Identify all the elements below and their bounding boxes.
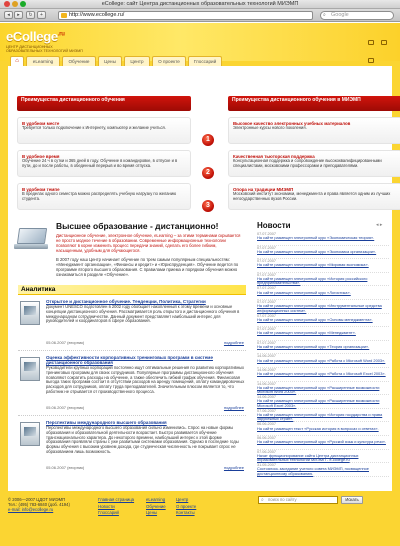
article-more-link[interactable]: подробнее <box>223 340 244 345</box>
site-search-placeholder: поиск по сайту <box>268 497 297 502</box>
news-date: 31.05.2007 <box>257 463 277 468</box>
news-date: 07.07.2007 <box>257 272 277 277</box>
advantage-item <box>228 117 400 144</box>
news-date: 07.06.2007 <box>257 449 277 454</box>
tab-prices[interactable]: Цены <box>98 56 122 66</box>
advantage-title: В удобном темпе <box>22 187 60 192</box>
favicon-icon <box>61 13 67 18</box>
advantage-item <box>17 183 191 210</box>
analytics-heading: Аналитика <box>18 285 246 295</box>
tab-glossary[interactable]: Глоссарий <box>188 56 222 66</box>
search-icon: ⌕ <box>323 12 326 18</box>
article-more-link[interactable]: подробнее <box>223 465 244 470</box>
news-item <box>257 286 389 300</box>
news-date: 07.07.2007 <box>257 327 277 332</box>
tab-education[interactable]: Обучение <box>62 56 96 66</box>
tab-home[interactable]: ⌂ <box>10 56 24 66</box>
intro-lead: Дистанционное обучение, электронное обучение, eLearning – за этими терминами скрывается не просто модное течение в образовании. Современные информационные технологии позволяют в корне изменить процесс передачи знаний, сделать его более гибким, насыщенным, удобным для обучающегося. <box>56 233 241 253</box>
footer-link[interactable]: Центр <box>176 497 189 502</box>
footer-link[interactable]: Глоссарий <box>98 510 119 516</box>
news-link[interactable]: На сайте размещен электронный курс «История российского предпринимательства». <box>257 275 368 286</box>
advantage-item <box>17 117 191 144</box>
news-item <box>257 273 389 287</box>
add-bookmark-icon[interactable]: + <box>37 11 46 19</box>
news-link[interactable]: На сайте размещен электронный курс «Расширенные возможности Microsoft Excel 2003». <box>257 398 380 408</box>
article-text: Руководители крупных корпораций постоянно ищут оптимальные решения по развитию корпоративных тренинговых программ для своих сотрудников. Популярные программы дистанционного обучения позволяют сократить расходы на обучение, а также обеспечить гибкий график обучения. Финансовая выгода таких программ состоит в отсутствии расходов на аренду помещений, оплату командировочных расходов для сотрудников, оплату труда преподавателей. Значительным плюсом является то, что работник не отрывается от производственного процесса. <box>46 365 245 394</box>
advantage-text: Московский институт экономики, менеджмента и права является одним из лучших негосударственных вузов России. <box>233 191 391 201</box>
news-link[interactable]: На сайте размещен электронный курс «Мировая экономика». <box>257 262 369 268</box>
advantage-item <box>228 183 400 210</box>
number-badge-1: 1 <box>202 134 214 146</box>
article-text: Перспективы международного высшего образования сильно изменились. Спрос на новые формы образования и образовательной деятельности возрастает. Быстро развивается обучение транснационального характера. До некоторого времени, наибольший интерес к этой форме образования проявляли страны с уже развитыми системами образования. Однако в последние годы формы обучения с высоким уровнем дохода, где студенческая численность не покрывает спрос не образованием лишь возможность. <box>46 425 239 454</box>
advantage-title: Опора на традиции МИЭМП <box>233 187 294 192</box>
mail-icon[interactable] <box>381 40 387 45</box>
news-heading: Новости <box>257 221 291 230</box>
back-icon[interactable]: ◂ <box>4 11 13 19</box>
news-date: 07.07.2007 <box>257 313 277 318</box>
window-title: eCollege: сайт Центра дистанционных образовательных технологий МИЭМП <box>101 1 299 7</box>
news-date: 14.06.2007 <box>257 354 277 359</box>
article-item <box>18 299 246 349</box>
advantage-title: Качественная тьюторская поддержка <box>233 154 315 159</box>
news-date: 07.07.2007 <box>257 299 277 304</box>
article-date: 05.06.2007 (вторник) <box>46 405 85 410</box>
news-item <box>257 436 389 450</box>
news-link[interactable]: На сайте размещен электронный курс «Работа с Microsoft Excel 2003». <box>257 371 386 377</box>
news-date: 14.06.2007 <box>257 395 277 400</box>
news-link[interactable]: На сайте размещен электронный курс «Основы менеджмента». <box>257 316 373 322</box>
address-bar[interactable] <box>58 11 313 20</box>
reload-icon[interactable]: ↻ <box>26 11 35 19</box>
article-more-link[interactable]: подробнее <box>223 405 244 410</box>
news-date: 07.07.2007 <box>257 286 277 291</box>
footer-link[interactable]: Обучение <box>146 503 166 509</box>
number-badge-3: 3 <box>202 200 214 212</box>
advantages-left <box>17 96 191 210</box>
news-link[interactable]: На сайте размещен электронный курс «Инструментальные средства информационных систем». <box>257 303 382 313</box>
article-title-link[interactable]: Открытое и дистанционное обучение. Тенденции, Политика, Стратегии <box>46 299 206 304</box>
advantage-text: Электронные курсы нового поколения. <box>233 125 307 130</box>
news-link[interactable]: На сайте размещен электронный курс «Экономическая теория». <box>257 235 375 241</box>
forward-icon[interactable]: ▸ <box>14 11 23 19</box>
news-link[interactable]: На сайте размещен электронный курс «Экономика организации». <box>257 248 377 254</box>
footer-email-link[interactable]: e-mail: info@ecollege.ru <box>8 507 54 513</box>
advantage-item <box>17 150 191 177</box>
news-item <box>257 314 389 328</box>
footer-links-col3 <box>176 497 196 517</box>
news-date: 14.06.2007 <box>257 381 277 386</box>
page <box>0 23 400 546</box>
article-item <box>18 355 246 413</box>
footer-phone: Тел.: (495) 783-6840 (доб. 4194) <box>8 502 70 508</box>
news-item <box>257 327 389 341</box>
news-item <box>257 463 389 477</box>
footer-link[interactable]: Цены <box>146 510 158 516</box>
intro-body: В 2007 году наш Центр начинает обучение по трем самым популярным специальностям: «Менеджмент организации», «Финансы и кредит» и «Юриспруденция». Обучение ведется по программе второго высшего образования. С правилами приема и порядком обучения можно ознакомиться в разделе «Обучение». <box>56 257 239 277</box>
site-footer <box>0 491 400 546</box>
news-link[interactable]: На сайте размещен электронный курс «Расширенные возможности Microsoft Word 2003». <box>257 384 380 395</box>
news-link[interactable]: На сайте размещен электронный курс «Теория организации». <box>257 343 370 349</box>
logo-tld: .ru <box>57 31 65 38</box>
footer-links-col2 <box>146 497 166 517</box>
title-bar <box>0 0 400 9</box>
article-title-link[interactable]: Перспективы международного высшего образования <box>46 420 167 425</box>
news-item <box>257 422 389 436</box>
news-item <box>257 246 389 260</box>
news-link[interactable]: На сайте размещен текст «Русская история в вопросах и ответах». <box>257 425 379 431</box>
news-date: 06.06.2007 <box>257 435 277 440</box>
news-item <box>257 259 389 273</box>
news-link[interactable]: Начат функционирование сайта Центра дистанционных образовательных технологий МИЭМП - e-college.ru <box>257 452 359 463</box>
divider <box>18 350 246 351</box>
news-item <box>257 368 389 382</box>
news-item <box>257 354 389 368</box>
news-list <box>257 232 389 477</box>
news-link[interactable]: Состоялось заседание ученого совета МИЭМП, посвященное дистанционному образованию. <box>257 466 369 476</box>
site-search-button[interactable]: Искать <box>341 496 363 504</box>
content-area <box>8 66 392 534</box>
article-item <box>18 420 246 476</box>
page-title: Высшее образование - дистанционно! <box>56 221 219 231</box>
news-date: 07.07.2007 <box>257 245 277 250</box>
tab-elearning[interactable]: eLearning <box>26 56 60 66</box>
news-date: 07.06.2007 <box>257 408 277 413</box>
advantages-left-title: Преимущества дистанционного обучения <box>17 96 191 111</box>
news-date: 06.06.2007 <box>257 422 277 427</box>
news-item <box>257 409 389 423</box>
footer-link[interactable]: О проекте <box>176 503 197 509</box>
header-icons <box>365 32 400 68</box>
footer-link[interactable]: Контакты <box>176 510 195 516</box>
footer-links-col1 <box>98 497 134 517</box>
browser-toolbar <box>0 9 400 22</box>
article-text: Документ UNESCO подготовлен в 2002 году обобщает накопленный к этому времени и основные концепции дистанционного обучения. Рассматривается роль открытого и дистанционного обучения в международном сотрудничестве. Данный документ представляет наибольший интерес для руководителей и координаторов в сфере образования. <box>46 304 240 324</box>
news-item <box>257 341 389 355</box>
browser-search-input[interactable] <box>320 11 394 20</box>
news-link[interactable]: На сайте размещен электронный курс «Менеджмент». <box>257 330 356 336</box>
advantage-text: Обучение 24 ч в сутки и 365 дней в году. Обучение в командировке, в отпуске и в пути, до и после работы, в обеденный перерыв и во время отпуска. <box>22 158 178 168</box>
home-icon[interactable] <box>368 40 374 45</box>
news-arrows-icon[interactable]: ◂ ▸ <box>376 222 383 228</box>
logo-text: eCollege <box>6 29 58 44</box>
article-thumbnail[interactable] <box>20 301 40 325</box>
laptop-base-icon <box>14 244 48 249</box>
footer-link[interactable]: Главная страница <box>98 497 135 502</box>
advantage-text: Консультационная поддержка и сопровождение высококвалифицированными специалистами, московскими профессорами и преподавателями. <box>233 158 382 168</box>
laptop-screen-icon <box>17 228 47 244</box>
footer-copyright: © 2006—2007 ЦДОТ МИЭМП <box>8 497 66 502</box>
site-search-input[interactable] <box>258 496 338 504</box>
news-item <box>257 395 389 409</box>
tab-about[interactable]: О проекте <box>152 56 186 66</box>
sitemap-icon[interactable] <box>368 58 374 63</box>
article-thumbnail[interactable] <box>20 357 40 381</box>
address-text: http://www.ecollege.ru/ <box>69 12 125 18</box>
news-link[interactable]: На сайте размещен электронный курс «Работа с Microsoft Word 2003». <box>257 357 386 363</box>
article-date: 05.06.2007 (вторник) <box>46 465 85 470</box>
advantage-text: В пределах одного семестра можно распределять учебную нагрузку по желанию студента. <box>22 191 177 201</box>
advantage-item <box>228 150 400 177</box>
footer-link[interactable]: eLearning <box>146 497 166 502</box>
news-item <box>257 382 389 396</box>
news-item <box>257 232 389 246</box>
laptop-image <box>14 228 50 254</box>
footer-contacts <box>8 497 70 513</box>
footer-link[interactable]: Новости <box>98 503 115 509</box>
advantages-right <box>228 96 400 210</box>
advantage-text: Требуется только подключение к Интернету, компьютер и желание учиться. <box>22 125 166 130</box>
article-thumbnail[interactable] <box>20 422 40 446</box>
news-item <box>257 300 389 314</box>
news-date: 07.07.2007 <box>257 232 277 236</box>
news-date: 07.07.2007 <box>257 340 277 345</box>
news-date: 07.07.2007 <box>257 259 277 264</box>
site-tagline: ЦЕНТР ДИСТАНЦИОННЫХ ОБРАЗОВАТЕЛЬНЫХ ТЕХНОЛОГИЙ МИЭМП <box>6 45 83 54</box>
news-link[interactable]: На сайте размещен электронный курс «История государства и права зарубежных стран». <box>257 411 383 422</box>
browser-search-placeholder: Google <box>331 12 349 18</box>
news-link[interactable]: На сайте размещен электронный курс «Логистика». <box>257 289 351 295</box>
divider <box>18 415 246 416</box>
news-link[interactable]: На сайте размещен электронный курс «Русский язык и культура речи». <box>257 439 386 445</box>
advantage-title: В удобное время <box>22 154 60 159</box>
advantage-title: Высокое качество электронных учебных материалов <box>233 121 351 126</box>
advantages-right-title: Преимущества дистанционного обучения в МИЭМП <box>228 96 400 111</box>
site-logo[interactable] <box>6 29 65 44</box>
search-icon: ⌕ <box>261 497 264 503</box>
news-item <box>257 450 389 464</box>
news-date: 14.06.2007 <box>257 367 277 372</box>
tab-center[interactable]: Центр <box>124 56 150 66</box>
article-title-link[interactable]: Оценка эффективности корпоративных тренинговых программ в системе дистанционного образования <box>46 355 213 365</box>
article-date: 05.06.2007 (вторник) <box>46 340 85 345</box>
number-badge-2: 2 <box>202 167 214 179</box>
advantage-title: В удобном месте <box>22 121 60 126</box>
